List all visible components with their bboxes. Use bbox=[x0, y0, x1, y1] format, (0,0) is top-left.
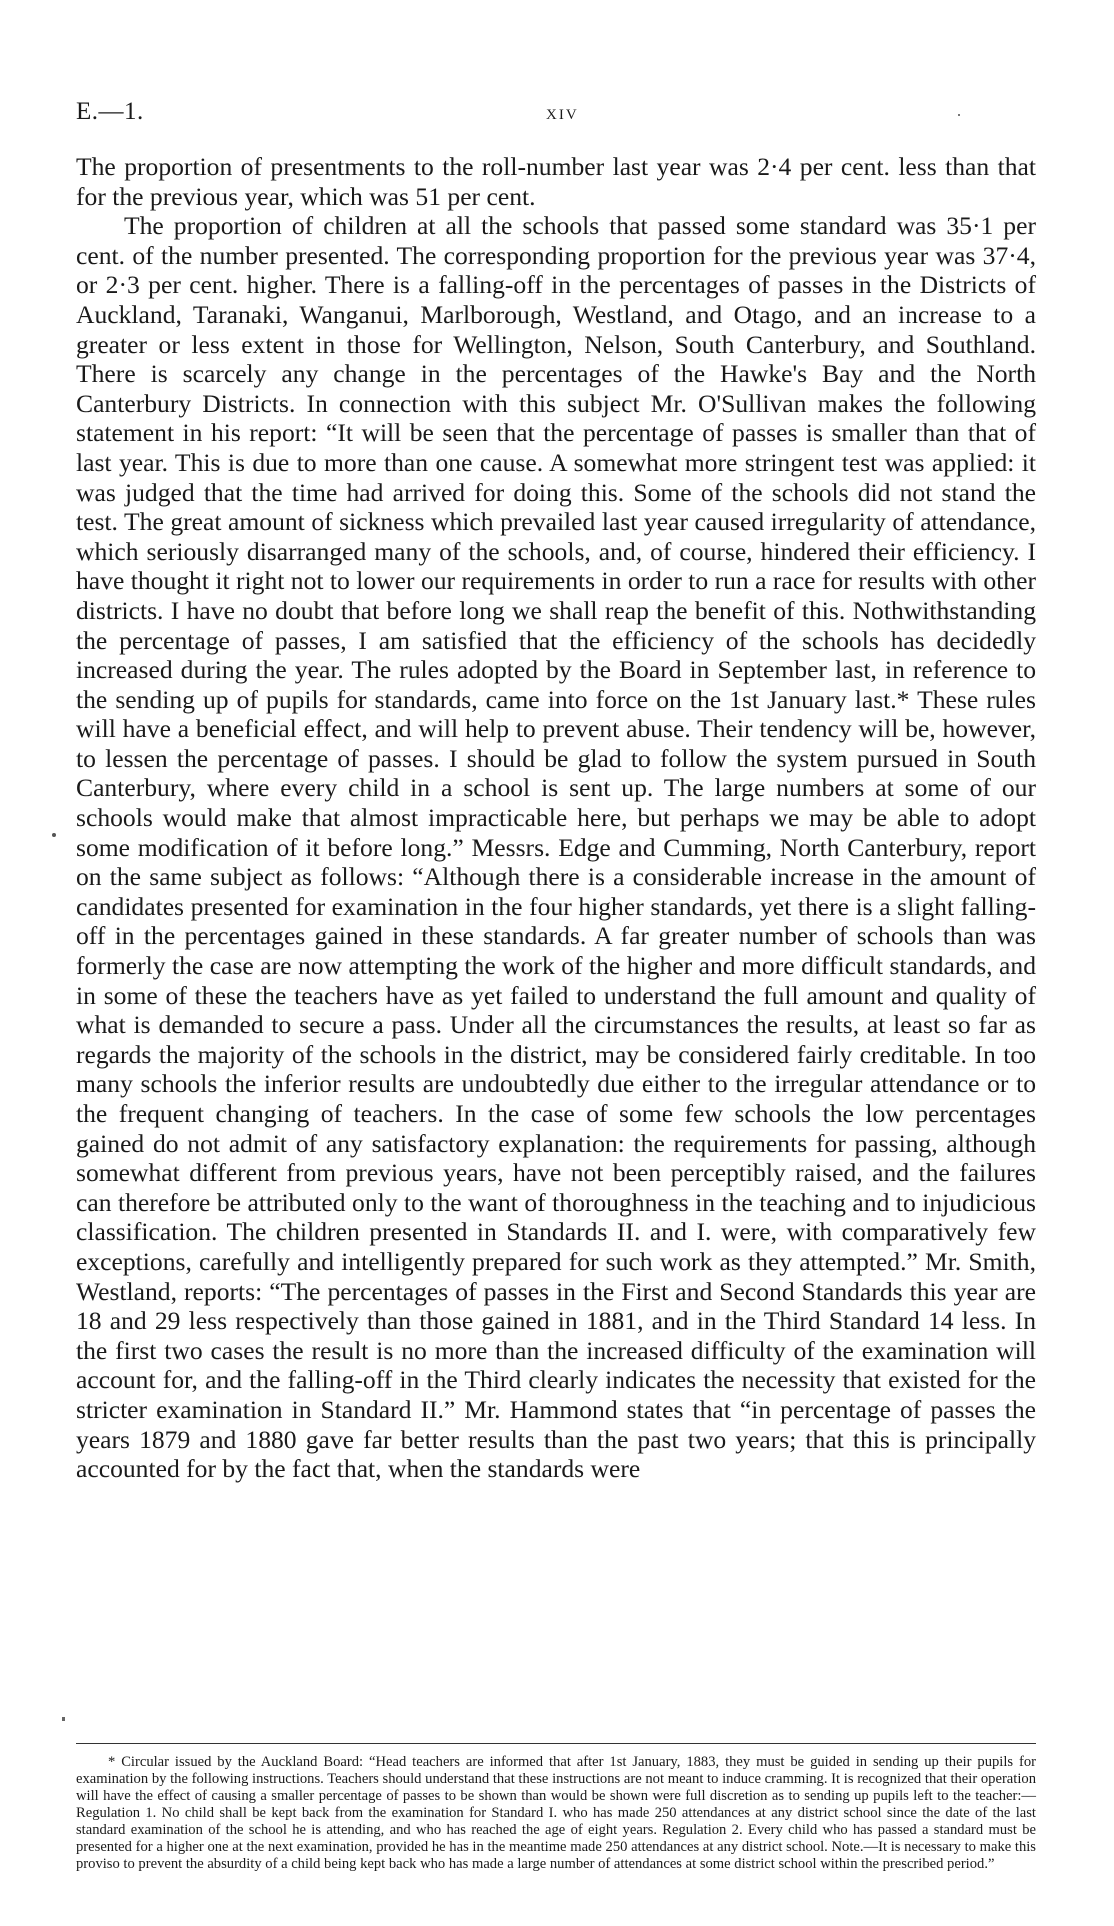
document-code: E.—1. bbox=[76, 98, 144, 125]
margin-mark bbox=[52, 833, 56, 837]
page-number: xiv bbox=[546, 100, 579, 124]
footnote: * Circular issued by the Auckland Board: “Head teachers are informed that after 1st January, 1883, they must be guided in sending up their pupils for examination by the following instructions. Teachers should understand that these instructions are not meant to induce cramming. It is recognized that their operation will have the effect of causing a smaller percentage of passes to be shown than would be shown were full discretion as to sending up pupils left to the teacher:—Regulation 1. No child shall be kept back from the examination for Standard I. who has made 250 attendances at any district school since the date of the last standard examination of the school he is attending, and who has reached the age of eight years. Regulation 2. Every child who has passed a standard must be presented for a higher one at the next examination, provided he has in the meantime made 250 attendances at any district school. Note.—It is necessary to make this proviso to prevent the absurdity of a child being kept back who has made a large number of attendances at some district school within the prescribed period.” bbox=[76, 1754, 1036, 1872]
margin-mark-lower bbox=[62, 1717, 65, 1721]
page-header bbox=[76, 98, 1036, 130]
paragraph-passes: The proportion of children at all the schools that passed some standard was 35·1 per cent. of the number presented. The corresponding proportion for the previous year was 37·4, or 2·3 per cent. higher. There is a falling-off in the percentages of passes in the Districts of Auckland, Taranaki, Wanganui, Marlborough, Westland, and Otago, and an increase to a greater or less extent in those for Wellington, Nelson, South Canterbury, and Southland. There is scarcely any change in the percentages of the Hawke's Bay and the North Canterbury Districts. In connection with this subject Mr. O'Sullivan makes the following statement in his report: “It will be seen that the percentage of passes is smaller than that of last year. This is due to more than one cause. A somewhat more stringent test was applied: it was judged that the time had arrived for doing this. Some of the schools did not stand the test. The great amount of sickness which prevailed last year caused irregularity of attendance, which seriously disarranged many of the schools, and, of course, hindered their efficiency. I have thought it right not to lower our requirements in order to run a race for results with other districts. I have no doubt that before long we shall reap the benefit of this. Nothwithstanding the percentage of passes, I am satisfied that the efficiency of the schools has decidedly increased during the year. The rules adopted by the Board in September last, in reference to the sending up of pupils for standards, came into force on the 1st January last.* These rules will have a beneficial effect, and will help to prevent abuse. Their tendency will be, however, to lessen the percentage of passes. I should be glad to follow the system pursued in South Canterbury, where every child in a school is sent up. The large numbers at some of our schools would make that almost impracticable here, but perhaps we may be able to adopt some modification of it before long.” Messrs. Edge and Cumming, North Canterbury, report on the same subject as follows: “Although there is a considerable increase in the amount of candidates presented for examination in the four higher standards, yet there is a slight falling-off in the percentages gained in these standards. A far greater number of schools than was formerly the case are now attempting the work of the higher and more difficult standards, and in some of these the teachers have as yet failed to understand the full amount and quality of what is demanded to secure a pass. Under all the circumstances the results, at least so far as regards the majority of the schools in the district, may be considered fairly creditable. In too many schools the inferior results are undoubtedly due either to the irregular attendance or to the frequent changing of teachers. In the case of some few schools the low percentages gained do not admit of any satisfactory explanation: the requirements for passing, although somewhat different from previous years, have not been perceptibly raised, and the failures can therefore be attributed only to the want of thoroughness in the teaching and to injudicious classification. The children presented in Standards II. and I. were, with comparatively few exceptions, carefully and intelligently prepared for such work as they attempted.” Mr. Smith, Westland, reports: “The percentages of passes in the First and Second Standards this year are 18 and 29 less respectively than those gained in 1881, and in the Third Standard 14 less. In the first two cases the result is no more than the increased difficulty of the examination will account for, and the falling-off in the Third clearly indicates the necessity that existed for the stricter examination in Standard II.” Mr. Hammond states that “in percentage of passes the years 1879 and 1880 gave far better results than the past two years; that this is principally accounted for by the fact that, when the standards were bbox=[76, 211, 1036, 1484]
footnote-divider bbox=[76, 1743, 1036, 1744]
print-speck bbox=[958, 114, 960, 116]
paragraph-presentments: The proportion of presentments to the roll-number last year was 2·4 per cent. less than that for the previous year, which was 51 per cent. bbox=[76, 152, 1036, 211]
body-text bbox=[76, 152, 1036, 1484]
